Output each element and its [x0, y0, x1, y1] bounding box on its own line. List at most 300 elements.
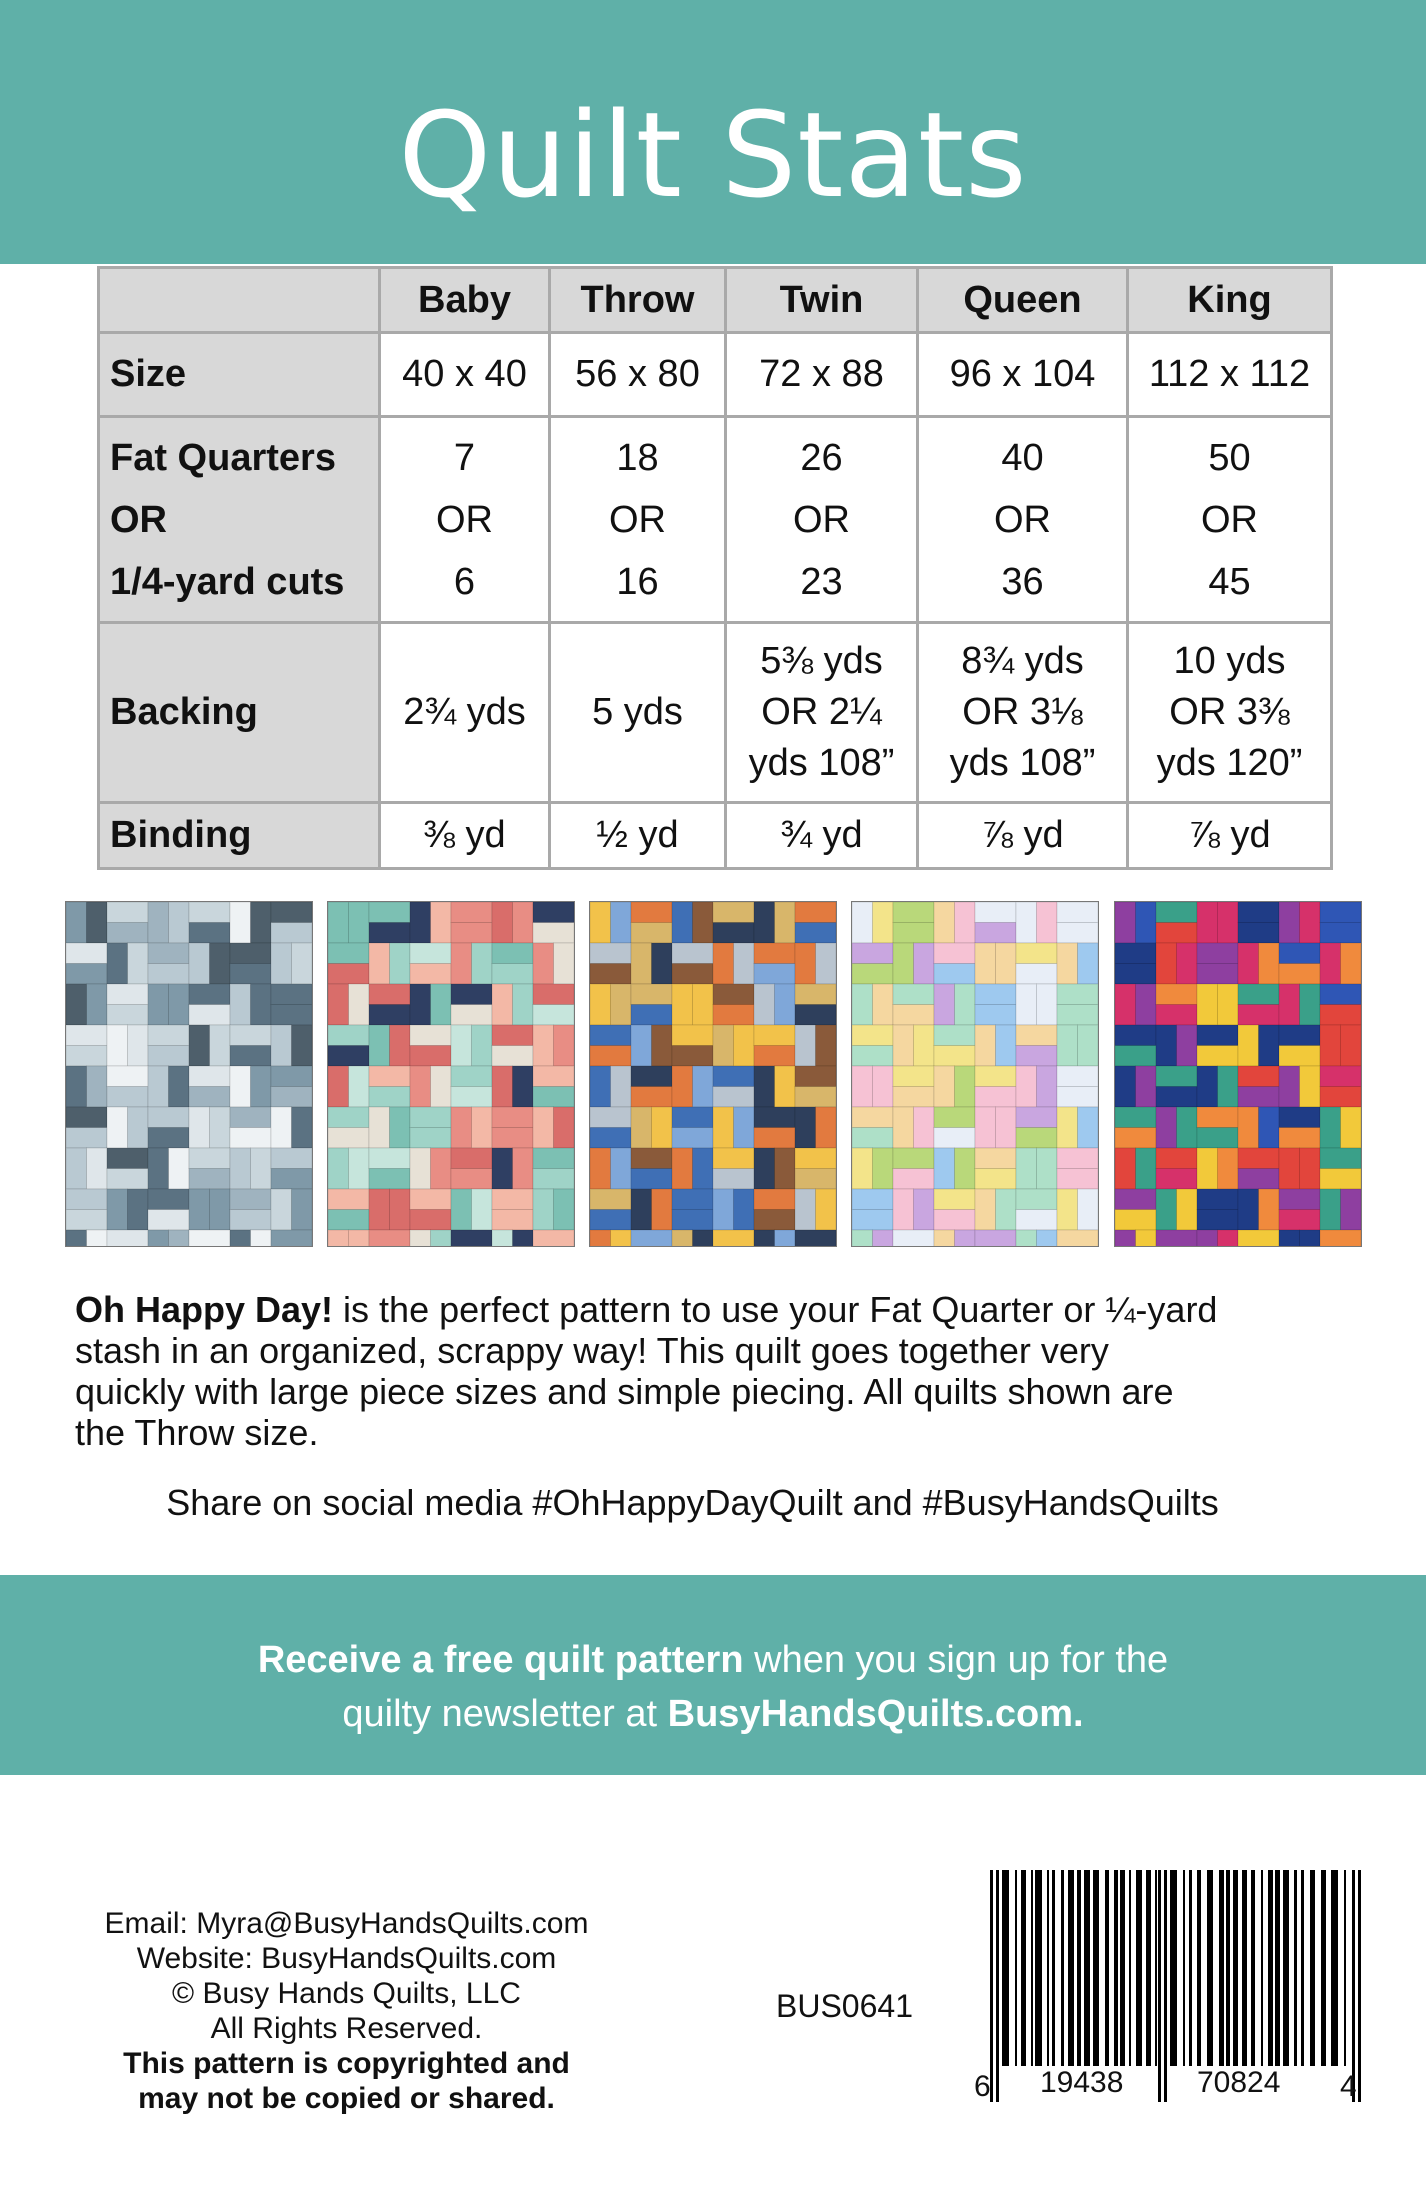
table-cell: 56 x 80	[550, 333, 726, 417]
cell-line: OR 3⅜	[1169, 691, 1290, 733]
quilt-patch	[754, 984, 775, 1025]
quilt-patch	[893, 984, 934, 1005]
quilt-patch	[128, 1107, 149, 1148]
quilt-patch	[66, 1189, 107, 1210]
quilt-patch	[590, 1210, 631, 1231]
quilt-patch	[631, 1148, 672, 1169]
quilt-patch	[189, 1189, 210, 1230]
barcode-guard	[1352, 1870, 1355, 2102]
cell-line: 18	[616, 436, 659, 479]
quilt-patch	[795, 1148, 836, 1169]
quilt-patch	[1238, 1230, 1279, 1246]
quilt-patch	[631, 984, 672, 1005]
quilt-patch	[893, 1066, 934, 1087]
quilt-patch	[611, 984, 632, 1025]
quilt-patch	[1279, 943, 1320, 964]
barcode-bar	[1015, 1870, 1017, 2066]
quilt-patch	[631, 1107, 652, 1148]
quilt-patch	[1279, 1230, 1300, 1246]
quilt-gallery	[65, 901, 1362, 1249]
table-row	[99, 623, 1332, 803]
quilt-patch	[513, 902, 534, 943]
quilt-patch	[734, 943, 755, 984]
barcode	[970, 1870, 1380, 2110]
cell-line: 10 yds	[1173, 640, 1286, 682]
barcode-bar	[1261, 1870, 1263, 2066]
quilt-patch	[1037, 1230, 1058, 1246]
cell-line: 5 yds	[592, 691, 683, 733]
barcode-bar	[1136, 1870, 1142, 2066]
quilt-patch	[795, 1169, 836, 1190]
quilt-patch	[1197, 984, 1218, 1025]
quilt-patch	[390, 1107, 411, 1148]
quilt-patch	[230, 902, 251, 943]
quilt-patch	[795, 902, 836, 923]
barcode-bar	[1283, 1870, 1289, 2066]
barcode-bar	[1077, 1870, 1081, 2066]
quilt-patch	[533, 1087, 574, 1108]
quilt-patch	[1341, 1025, 1362, 1066]
quilt-patch	[693, 1230, 714, 1246]
quilt-image	[851, 901, 1099, 1247]
quilt-patch	[533, 943, 554, 984]
cell-line: 45	[1208, 560, 1251, 603]
quilt-patch	[328, 1046, 369, 1067]
quilt-patch	[513, 1230, 534, 1246]
quilt-patch	[66, 943, 107, 964]
quilt-patch	[189, 984, 230, 1005]
quilt-patch	[590, 1230, 611, 1246]
quilt-patch	[533, 923, 574, 944]
quilt-patch	[369, 1066, 410, 1087]
quilt-patch	[66, 1128, 107, 1149]
quilt-patch	[1341, 943, 1362, 984]
quilt-patch	[754, 902, 775, 943]
quilt-patch	[1320, 902, 1361, 923]
quilt-patch	[1320, 1107, 1341, 1148]
quilt-patch	[210, 1025, 231, 1066]
quilt-patch	[169, 1230, 190, 1246]
quilt-patch	[713, 984, 754, 1005]
quilt-patch	[410, 1210, 451, 1231]
quilt-patch	[1115, 943, 1156, 964]
quilt-patch	[271, 923, 312, 944]
quilt-patch	[672, 1107, 713, 1128]
quilt-patch	[390, 943, 411, 984]
quilt-patch	[210, 943, 231, 984]
quilt-patch	[369, 1230, 410, 1246]
barcode-bars	[970, 1870, 1380, 2110]
newsletter-link[interactable]: BusyHandsQuilts.com.	[667, 1693, 1084, 1735]
cell-line: 23	[800, 560, 843, 603]
quilt-patch	[934, 1025, 975, 1046]
quilt-patch	[1016, 1066, 1037, 1107]
quilt-patch	[672, 1128, 713, 1149]
social-share-text: Share on social media #OhHappyDayQuilt and #BusyHandsQuilts	[166, 1482, 1219, 1523]
column-header: Twin	[726, 268, 918, 333]
quilt-patch	[189, 1087, 230, 1108]
contact-website[interactable]: Website: BusyHandsQuilts.com	[136, 1942, 557, 1975]
quilt-patch	[1238, 943, 1259, 984]
barcode-bar	[1242, 1870, 1247, 2066]
quilt-patch	[1057, 1066, 1098, 1087]
quilt-patch	[590, 1046, 631, 1067]
cell-line: 2¾ yds	[403, 691, 526, 733]
quilt-patch	[1037, 1066, 1058, 1107]
quilt-patch	[754, 1230, 775, 1246]
barcode-digit: 6	[974, 2070, 991, 2103]
quilt-patch	[934, 984, 955, 1025]
quilt-patch	[148, 1107, 189, 1128]
quilt-patch	[852, 1189, 893, 1210]
quilt-patch	[328, 1210, 369, 1231]
quilt-patch	[914, 1025, 935, 1066]
barcode-bar	[1170, 1870, 1177, 2066]
quilt-patch	[107, 902, 148, 923]
quilt-patch	[107, 1107, 128, 1148]
quilt-patch	[369, 1148, 410, 1169]
quilt-patch	[1320, 1005, 1361, 1026]
quilt-patch	[1115, 1128, 1156, 1149]
quilt-patch	[271, 1189, 292, 1230]
quilt-patch	[713, 1107, 734, 1148]
cell-line: 6	[453, 560, 476, 603]
barcode-digit: 70824	[1197, 2066, 1281, 2099]
quilt-patch	[1279, 902, 1300, 943]
barcode-bar	[1344, 1870, 1346, 2066]
quilt-patch	[148, 1230, 169, 1246]
quilt-patch	[271, 943, 292, 984]
quilt-patch	[271, 1148, 312, 1169]
barcode-bar	[1155, 1870, 1157, 2066]
quilt-patch	[1037, 902, 1058, 943]
quilt-patch	[1238, 1107, 1259, 1148]
quilt-patch	[189, 943, 210, 984]
quilt-patch	[754, 1210, 795, 1231]
quilt-patch	[1197, 1189, 1238, 1210]
quilt-patch	[328, 1148, 349, 1189]
quilt-patch	[292, 943, 313, 984]
quilt-patch	[369, 1169, 410, 1190]
contact-block	[60, 1906, 633, 2116]
quilt-patch	[1016, 1128, 1057, 1149]
quilt-patch	[1320, 1066, 1361, 1087]
quilt-patch	[107, 1025, 128, 1066]
quilt-patch	[1136, 1148, 1157, 1189]
quilt-patch	[672, 902, 693, 943]
quilt-patch	[1197, 1148, 1218, 1189]
table-row	[99, 803, 1332, 869]
cell-line: 8¾ yds	[961, 640, 1084, 682]
quilt-patch	[652, 1025, 673, 1066]
quilt-patch	[590, 1128, 631, 1149]
quilt-patch	[1279, 984, 1300, 1025]
quilt-patch	[975, 1066, 1016, 1087]
quilt-patch	[533, 1148, 574, 1169]
quilt-patch	[1057, 1189, 1078, 1230]
barcode-bar	[1084, 1870, 1090, 2066]
contact-email[interactable]: Email: Myra@BusyHandsQuilts.com	[104, 1907, 589, 1940]
quilt-patch	[734, 1025, 755, 1066]
quilt-patch	[210, 1107, 231, 1148]
quilt-patch	[328, 902, 349, 943]
quilt-patch	[66, 1025, 107, 1046]
table-cell: ¾ yd	[726, 803, 918, 869]
quilt-patch	[713, 1169, 754, 1190]
quilt-patch	[1279, 1066, 1300, 1107]
quilt-patch	[1057, 1169, 1098, 1190]
quilt-patch	[66, 1148, 87, 1189]
barcode-bar	[1061, 1870, 1064, 2066]
quilt-patch	[472, 1025, 493, 1066]
quilt-patch	[795, 1087, 836, 1108]
quilt-patch	[66, 984, 87, 1025]
quilt-patch	[590, 1148, 611, 1189]
quilt-patch	[652, 943, 673, 984]
quilt-patch	[431, 1066, 452, 1107]
quilt-patch	[189, 1169, 230, 1190]
quilt-patch	[1279, 1210, 1320, 1231]
quilt-patch	[713, 1230, 754, 1246]
quilt-patch	[169, 1148, 190, 1189]
quilt-patch	[410, 902, 431, 943]
quilt-patch	[271, 984, 312, 1005]
quilt-patch	[1300, 984, 1321, 1025]
quilt-patch	[852, 902, 873, 943]
quilt-patch	[713, 1148, 754, 1169]
quilt-patch	[292, 1189, 313, 1230]
quilt-patch	[754, 943, 795, 964]
quilt-patch	[1156, 1107, 1177, 1148]
header-band	[0, 0, 1426, 264]
quilt-patch	[107, 943, 128, 984]
quilt-patch	[795, 1107, 816, 1148]
quilt-patch	[1136, 1066, 1157, 1107]
quilt-patch	[66, 964, 107, 985]
quilt-patch	[492, 1128, 533, 1149]
quilt-patch	[230, 1046, 271, 1067]
quilt-patch	[369, 943, 390, 984]
quilt-patch	[975, 1107, 996, 1148]
quilt-patch	[652, 1107, 673, 1148]
quilt-patch	[975, 1087, 1016, 1108]
quilt-patch	[652, 1189, 673, 1230]
table-row	[99, 417, 1332, 623]
quilt-patch	[713, 923, 754, 944]
quilt-patch	[451, 902, 492, 923]
quilt-patch	[611, 902, 632, 943]
quilt-patch	[87, 1230, 108, 1246]
barcode-bar	[1310, 1870, 1315, 2066]
quilt-patch	[1300, 1148, 1321, 1189]
quilt-patch	[1300, 1066, 1321, 1107]
quilt-patch	[934, 964, 975, 985]
quilt-patch	[451, 1066, 492, 1087]
barcode-bar	[1294, 1870, 1297, 2066]
quilt-patch	[533, 1169, 574, 1190]
quilt-patch	[230, 1066, 251, 1107]
quilt-patch	[533, 1230, 574, 1246]
quilt-patch	[775, 1148, 796, 1189]
quilt-patch	[492, 1066, 513, 1107]
quilt-patch	[934, 1210, 975, 1231]
quilt-patch	[713, 1005, 754, 1026]
quilt-patch	[1016, 943, 1057, 964]
quilt-patch	[1341, 1189, 1362, 1230]
quilt-patch	[955, 1148, 976, 1189]
quilt-patch	[410, 1230, 431, 1246]
quilt-patch	[271, 1005, 312, 1026]
barcode-digit: 4	[1340, 2070, 1357, 2103]
quilt-patch	[410, 1107, 451, 1128]
quilt-patch	[672, 1230, 693, 1246]
quilt-patch	[852, 1230, 873, 1246]
quilt-image	[589, 901, 837, 1247]
quilt-patch	[148, 902, 169, 943]
quilt-patch	[1218, 1066, 1239, 1107]
quilt-patch	[934, 1189, 975, 1210]
table-corner	[99, 268, 380, 333]
quilt-patch	[492, 984, 513, 1025]
quilt-patch	[852, 1066, 873, 1107]
quilt-patch	[390, 1025, 411, 1066]
quilt-patch	[107, 1230, 148, 1246]
quilt-patch	[1259, 943, 1280, 984]
quilt-patch	[795, 923, 836, 944]
quilt-patch	[1238, 1189, 1259, 1230]
quilt-patch	[390, 1189, 411, 1230]
quilt-patch	[672, 1189, 713, 1210]
quilt-patch	[1057, 1005, 1098, 1026]
quilt-patch	[1115, 1148, 1136, 1189]
quilt-patch	[189, 1005, 230, 1026]
quilt-patch	[934, 1128, 975, 1149]
table-cell	[550, 623, 726, 803]
quilt-patch	[292, 1025, 313, 1066]
quilt-patch	[795, 1189, 816, 1230]
quilt-patch	[1037, 1148, 1058, 1189]
quilt-patch	[554, 943, 575, 984]
quilt-patch	[451, 1025, 472, 1066]
quilt-patch	[1016, 1025, 1057, 1046]
quilt-patch	[492, 1189, 533, 1210]
quilt-patch	[451, 1148, 492, 1169]
quilt-image	[65, 901, 313, 1247]
table-header-row	[99, 268, 1332, 333]
barcode-guard	[996, 1870, 999, 2102]
quilt-patch	[975, 923, 1016, 944]
quilt-patch	[271, 1025, 292, 1066]
column-header: Queen	[918, 268, 1128, 333]
quilt-patch	[431, 984, 452, 1025]
quilt-patch	[693, 1148, 714, 1189]
quilt-patch	[1197, 1128, 1238, 1149]
quilt-patch	[87, 984, 108, 1025]
quilt-patch	[492, 1046, 533, 1067]
quilt-patch	[271, 1087, 312, 1108]
quilt-patch	[189, 1148, 230, 1169]
quilt-patch	[775, 902, 796, 943]
quilt-patch	[1197, 964, 1238, 985]
quilt-patch	[893, 1025, 914, 1066]
barcode-bar	[1146, 1870, 1151, 2066]
quilt-patch	[1057, 923, 1098, 944]
quilt-patch	[189, 1025, 210, 1066]
quilt-patch	[107, 1169, 148, 1190]
quilt-patch	[1300, 902, 1321, 943]
barcode-bar	[1068, 1870, 1074, 2066]
quilt-patch	[369, 1189, 390, 1230]
quilt-patch	[1115, 1210, 1156, 1231]
rights-text: All Rights Reserved.	[210, 2012, 483, 2045]
quilt-patch	[611, 1230, 632, 1246]
cell-line: 16	[616, 560, 659, 603]
table-cell: 96 x 104	[918, 333, 1128, 417]
quilt-patch	[1156, 1066, 1197, 1087]
quilt-patch	[107, 1066, 148, 1087]
quilt-patch	[1016, 1210, 1057, 1231]
quilt-patch	[1078, 1189, 1099, 1230]
quilt-patch	[1279, 964, 1320, 985]
cell-line: yds 108”	[949, 742, 1096, 784]
barcode-bar	[1268, 1870, 1273, 2066]
quilt-patch	[1238, 984, 1279, 1005]
quilt-patch	[369, 1005, 410, 1026]
quilt-patch	[1197, 1230, 1218, 1246]
banner-bold: Receive a free quilt pattern	[257, 1639, 744, 1681]
quilt-patch	[410, 1046, 451, 1067]
quilt-patch	[1016, 1230, 1037, 1246]
barcode-bar	[1331, 1870, 1338, 2066]
quilt-patch	[1156, 1189, 1177, 1230]
quilt-patch	[1115, 1046, 1156, 1067]
quilt-patch	[975, 1005, 1016, 1026]
table-cell: ⅞ yd	[918, 803, 1128, 869]
quilt-patch	[975, 1230, 1016, 1246]
quilt-patch	[1320, 1169, 1361, 1190]
quilt-patch	[1016, 902, 1037, 943]
quilt-patch	[852, 964, 893, 985]
quilt-patch	[492, 902, 513, 943]
quilt-patch	[934, 1148, 955, 1189]
row-label-line: OR	[110, 498, 167, 541]
quilt-patch	[775, 1066, 796, 1107]
quilt-patch	[66, 1046, 107, 1067]
quilt-patch	[1279, 1148, 1300, 1189]
quilt-patch	[1156, 984, 1197, 1005]
table-cell	[726, 623, 918, 803]
table-cell	[380, 417, 550, 623]
quilt-patch	[148, 1148, 169, 1189]
quilt-patch	[1156, 943, 1177, 984]
quilt-patch	[271, 1066, 312, 1087]
quilt-patch	[1156, 923, 1197, 944]
quilt-patch	[451, 1107, 472, 1148]
quilt-patch	[410, 1128, 451, 1149]
cell-line: 26	[800, 436, 843, 479]
table-cell: 112 x 112	[1128, 333, 1332, 417]
quilt-patch	[148, 1025, 189, 1046]
quilt-pastel	[852, 902, 1098, 1246]
quilt-patch	[975, 984, 1016, 1005]
quilt-patch	[410, 984, 431, 1025]
quilt-patch	[251, 1230, 272, 1246]
quilt-patch	[410, 964, 451, 985]
quilt-patch	[1057, 1148, 1098, 1169]
quilt-patch	[590, 984, 611, 1025]
quilt-patch	[795, 1230, 836, 1246]
quilt-patch	[1115, 964, 1156, 985]
